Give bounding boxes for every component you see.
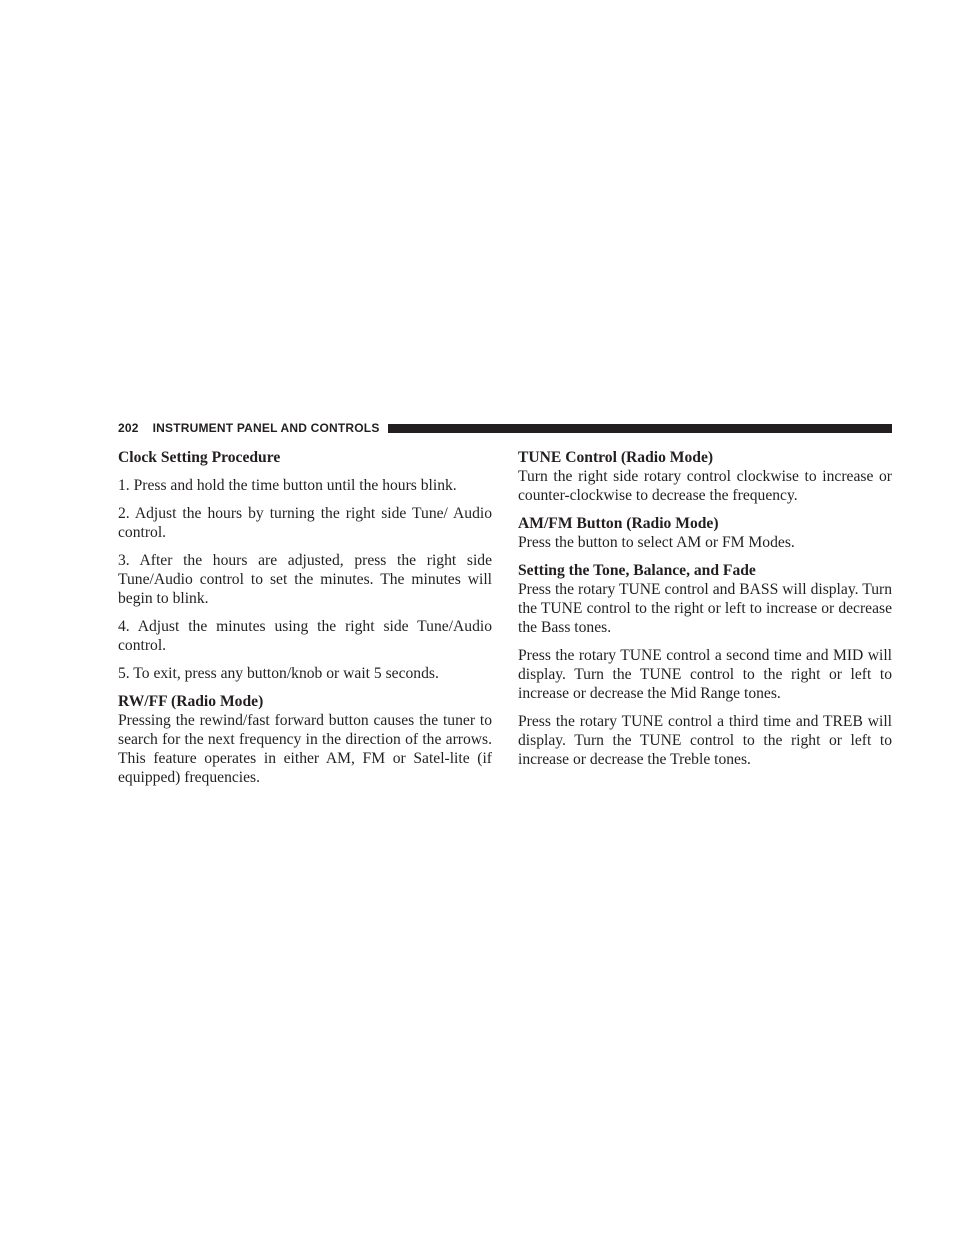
header-rule	[388, 424, 892, 433]
amfm-button-text: Press the button to select AM or FM Modes.	[518, 534, 795, 551]
section-title: INSTRUMENT PANEL AND CONTROLS	[152, 421, 380, 435]
clock-step-4: 4. Adjust the minutes using the right side Tune/Audio control.	[118, 618, 492, 654]
right-column	[518, 448, 892, 769]
tune-control-heading: TUNE Control (Radio Mode)	[518, 449, 714, 466]
page-number: 202	[118, 421, 139, 435]
clock-step-1: 1. Press and hold the time button until the hours blink.	[118, 477, 457, 494]
rwff-text: Pressing the rewind/fast forward button causes the tuner to search for the next frequency in the direction of the arrows. This feature operates in either AM, FM or Satel-lite (if equipped) frequencies.	[118, 712, 492, 786]
page-header	[118, 420, 892, 436]
amfm-button-heading: AM/FM Button (Radio Mode)	[518, 515, 719, 532]
clock-setting-heading: Clock Setting Procedure	[118, 449, 281, 466]
clock-step-3: 3. After the hours are adjusted, press the right side Tune/Audio control to set the minutes. The minutes will begin to blink.	[118, 552, 492, 607]
clock-step-2: 2. Adjust the hours by turning the right side Tune/ Audio control.	[118, 505, 492, 541]
tone-text-treble: Press the rotary TUNE control a third time and TREB will display. Turn the TUNE control to the right or left to increase or decrease the Treble tones.	[518, 713, 892, 768]
tone-heading: Setting the Tone, Balance, and Fade	[518, 562, 756, 579]
clock-step-5: 5. To exit, press any button/knob or wait 5 seconds.	[118, 665, 439, 682]
tune-control-text: Turn the right side rotary control clockwise to increase or counter-clockwise to decrease the frequency.	[518, 468, 892, 504]
left-column	[118, 448, 492, 787]
tone-text-mid: Press the rotary TUNE control a second time and MID will display. Turn the TUNE control to the right or left to increase or decrease the Mid Range tones.	[518, 647, 892, 702]
rwff-heading: RW/FF (Radio Mode)	[118, 693, 264, 710]
tone-text-bass: Press the rotary TUNE control and BASS will display. Turn the TUNE control to the right or left to increase or decrease the Bass tones.	[518, 581, 892, 636]
